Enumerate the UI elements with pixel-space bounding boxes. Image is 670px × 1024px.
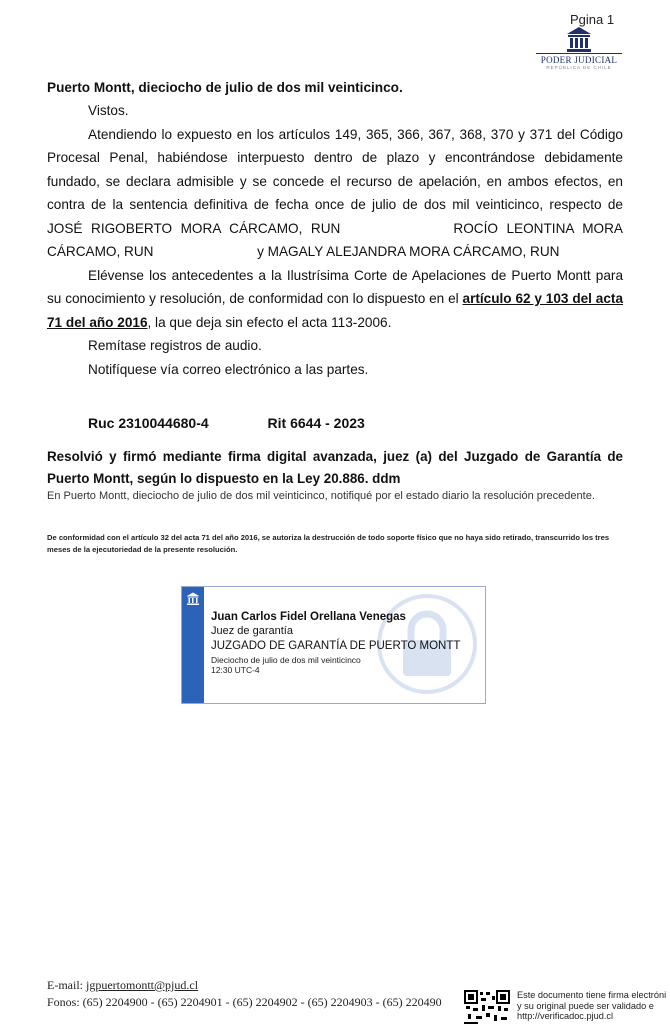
verification-line-1: Este documento tiene firma electróni xyxy=(517,990,667,1000)
email-line xyxy=(47,977,467,994)
paragraph-elevense-b: , la que deja sin efecto el acta 113-2006. xyxy=(147,314,392,330)
paragraph-admisibilidad xyxy=(47,123,623,264)
poder-judicial-logo xyxy=(536,26,622,74)
destruction-notice: De conformidad con el artículo 32 del acta 71 del año 2016, se autoriza la destrucción de todo soporte físico que no haya sido retirado, transcurrido los tres meses de la ejecutoriedad de la presente resolución. xyxy=(47,533,610,554)
redacted-run xyxy=(349,221,445,233)
paragraph-admisibilidad-b: ROCÍO LEONTINA MORA CÁRCAMO, RUN xyxy=(47,220,623,259)
case-identifiers xyxy=(47,412,664,436)
signature-bar xyxy=(182,587,204,703)
redacted-run xyxy=(157,244,253,256)
digital-signature-box xyxy=(181,586,486,704)
page-number: Pgina 1 xyxy=(570,12,615,27)
paragraph-admisibilidad-c: y MAGALY ALEJANDRA MORA CÁRCAMO, RUN xyxy=(257,244,560,259)
paragraph-elevense-a: Elévense los antecedentes a la Ilustrísima Corte de Apelaciones de Puerto Montt para su conocimiento y resolución, de conformidad con lo dispuesto en el xyxy=(47,267,623,306)
signer-name: Juan Carlos Fidel Orellana Venegas xyxy=(211,611,406,623)
logo-title: PODER JUDICIAL xyxy=(536,53,622,65)
signer-role: Juez de garantía xyxy=(211,625,293,637)
verification-line-2: y su original puede ser validado e xyxy=(517,1000,654,1011)
verification-note xyxy=(517,990,670,1022)
courthouse-icon xyxy=(565,26,593,52)
signer-court: JUZGADO DE GARANTÍA DE PUERTO MONTT xyxy=(211,640,461,652)
logo-subtitle: REPÚBLICA DE CHILE xyxy=(546,65,612,70)
document-body xyxy=(47,99,623,381)
email-link[interactable]: jgpuertomontt@pjud.cl xyxy=(86,978,199,992)
footer-contact xyxy=(47,977,467,1011)
remitase-line: Remítase registros de audio. xyxy=(88,338,262,353)
paragraph-admisibilidad-a: Atendiendo lo expuesto en los artículos 149, 365, 366, 367, 368, 370 y 371 del Código Procesal Penal, habiéndose interpuesto dentro de plazo y encontrándose debidamente fundado, se declara admisible y se concede el recurso de apelación, en ambos efectos, en contra de la sentencia definitiva de fecha once de julio de dos mil veinticinco, respecto de JOSÉ RIGOBERTO MORA CÁRCAMO, RUN xyxy=(47,126,623,236)
ruc-number: Ruc 2310044680-4 xyxy=(88,415,209,431)
notifiquese-line: Notifíquese vía correo electrónico a las partes. xyxy=(88,361,369,377)
signature-date: Dieciocho de julio de dos mil veinticinco xyxy=(211,655,361,665)
notification-notice: En Puerto Montt, dieciocho de julio de dos mil veinticinco, notifiqué por el estado diario la resolución precedente. xyxy=(47,490,595,502)
rit-number: Rit 6644 - 2023 xyxy=(267,415,365,431)
acta-link[interactable]: artículo 62 y 103 del acta 71 del año 2016 xyxy=(47,291,623,330)
qr-code-icon xyxy=(464,990,510,1024)
verification-url[interactable]: http://verificadoc.pjud.cl xyxy=(517,1011,614,1021)
signature-details xyxy=(211,611,481,675)
paragraph-elevense xyxy=(47,264,623,335)
document-heading: Puerto Montt, dieciocho de julio de dos mil veinticinco. xyxy=(47,80,403,95)
vistos-line: Vistos. xyxy=(88,103,129,118)
courthouse-icon xyxy=(186,592,200,605)
signed-by-statement: Resolvió y firmó mediante firma digital avanzada, juez (a) del Juzgado de Garantía de Puerto Montt, según lo dispuesto en la Ley 20.886. ddm xyxy=(47,449,623,486)
signature-time: 12:30 UTC-4 xyxy=(211,665,260,675)
email-label: E-mail: xyxy=(47,978,86,992)
phone-numbers: Fonos: (65) 2204900 - (65) 2204901 - (65) 2204902 - (65) 2204903 - (65) 220490 xyxy=(47,995,442,1009)
